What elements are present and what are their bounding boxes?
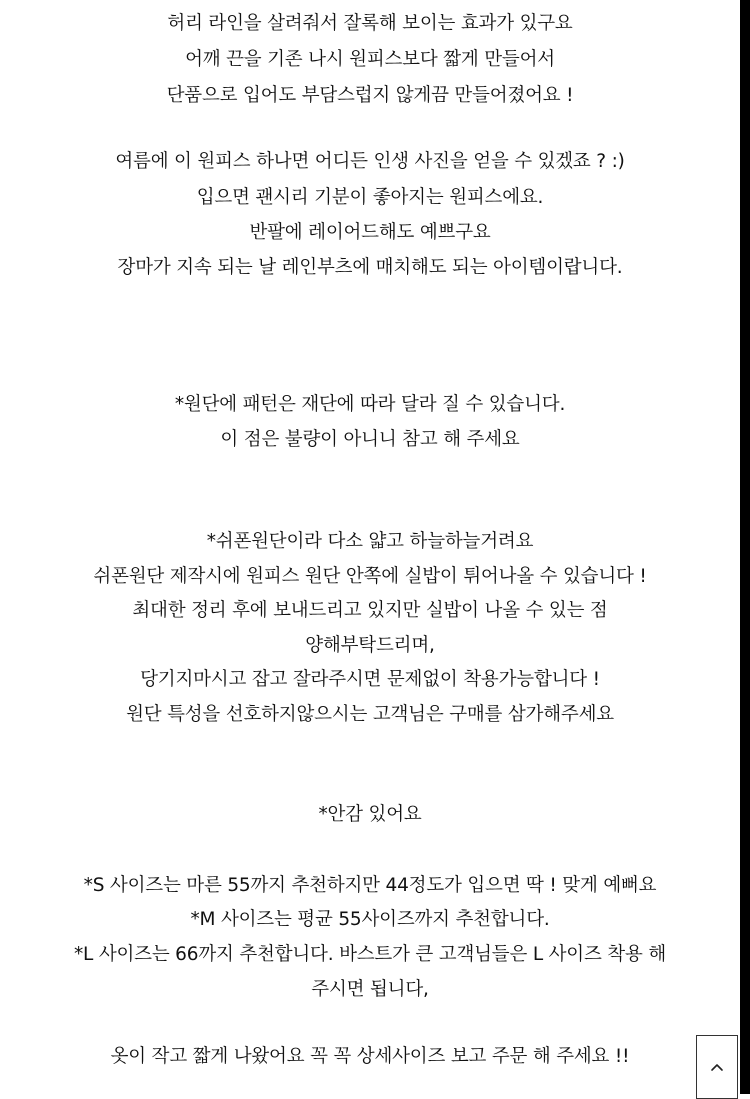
scroll-to-top-button[interactable] [696,1035,738,1099]
fabric-notice-line: *원단에 패턴은 재단에 따라 달라 질 수 있습니다. [174,394,566,415]
chiffon-notice-line: *쉬폰원단이라 다소 얇고 하늘하늘거려요 [206,531,534,552]
description-line: 입으면 괜시리 기분이 좋아지는 원피스에요. [196,187,544,208]
chiffon-notice-line: 최대한 정리 후에 보내드리고 있지만 실밥이 나올 수 있는 점 [132,600,608,621]
description-line: 어깨 끈을 기존 나시 원피스보다 짧게 만들어서 [185,49,555,70]
size-guide-line: *L 사이즈는 66까지 추천합니다. 바스트가 큰 고객님들은 L 사이즈 착용 해 [73,944,666,965]
chevron-up-icon [709,1062,725,1072]
chiffon-notice-line: 쉬폰원단 제작시에 원피스 원단 안쪽에 실밥이 튀어나올 수 있습니다 ! [93,566,647,587]
description-line: 여름에 이 원피스 하나면 어디든 인생 사진을 얻을 수 있겠죠 ? :) [115,151,625,172]
description-line: 허리 라인을 살려줘서 잘록해 보이는 효과가 있구요 [167,13,573,34]
chiffon-notice-line: 당기지마시고 잡고 잘라주시면 문제없이 착용가능합니다 ! [140,669,600,690]
order-notice: 옷이 작고 짧게 나왔어요 꼭 꼭 상세사이즈 보고 주문 해 주세요 !! [110,1046,630,1067]
chiffon-notice-line: 원단 특성을 선호하지않으시는 고객님은 구매를 삼가해주세요 [126,704,614,725]
size-guide-line: *M 사이즈는 평균 55사이즈까지 추천합니다. [190,909,550,930]
fabric-notice-line: 이 점은 불량이 아니니 참고 해 주세요 [220,429,520,450]
size-guide-line: 주시면 됩니다, [311,979,429,1000]
right-edge-bar [740,0,750,1094]
lining-note: *안감 있어요 [318,804,422,825]
chiffon-notice-line: 양해부탁드리며, [305,635,435,656]
description-line: 장마가 지속 되는 날 레인부츠에 매치해도 되는 아이템이랍니다. [117,257,623,278]
description-line: 단품으로 입어도 부담스럽지 않게끔 만들어졌어요 ! [166,85,574,106]
description-line: 반팔에 레이어드해도 예쁘구요 [249,222,491,243]
size-guide-line: *S 사이즈는 마른 55까지 추천하지만 44정도가 입으면 딱 ! 맞게 예뻐요 [83,875,657,896]
